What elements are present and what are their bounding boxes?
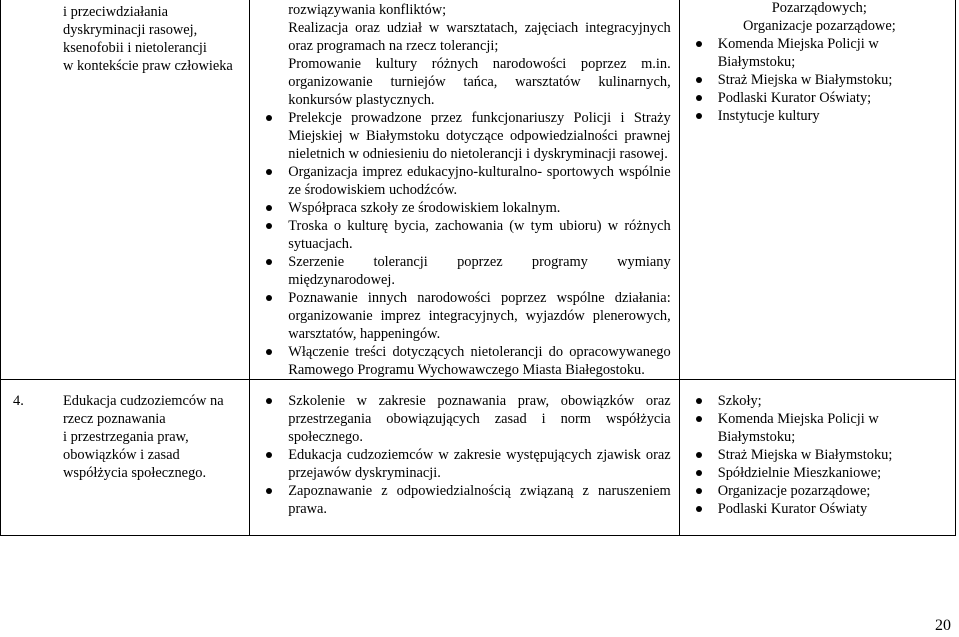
actions-cell [250,0,679,380]
list-item: Edukacja cudzoziemców w zakresie występujących zjawisk oraz przejawów dyskryminacji. [260,446,670,482]
list-item: Prelekcje prowadzone przez funkcjonariuszy Policji i Straży Miejskiej w Białymstoku dotyczące odpowiedzialności prawnej nieletnich w odniesieniu do nietolerancji i dyskryminacji rasowej. [260,109,670,163]
partner-continuation: Organizacje pozarządowe; [742,18,896,34]
list-item: Współpraca szkoły ze środowiskiem lokalnym. [260,199,670,217]
partner-continuation: Pozarządowych; [771,0,867,16]
goal-line: w kontekście praw człowieka [63,58,233,74]
table-row [1,0,956,380]
goal-line: i przestrzegania praw, [63,429,189,445]
list-item: Organizacje pozarządowe; [690,482,949,500]
list-item: Szkolenie w zakresie poznawania praw, obowiązków oraz przestrzegania obowiązujących zasad i norm współżycia społecznego. [260,392,670,446]
list-item: Komenda Miejska Policji w Białymstoku; [690,410,949,446]
action-continuation: Promowanie kultury różnych narodowości poprzez m.in. organizowanie turniejów tańca, warsztatów kulinarnych, konkursów plastycznych. [288,56,671,108]
goal-line: Edukacja cudzoziemców na [63,393,224,409]
table-row [1,380,956,536]
goal-line: dyskryminacji rasowej, [63,22,198,38]
list-item: Spółdzielnie Mieszkaniowe; [690,464,949,482]
action-continuation: rozwiązywania konfliktów; [288,2,447,18]
partners-list [690,392,949,518]
actions-list [260,109,670,379]
actions-list [260,392,670,518]
goal-line: i przeciwdziałania [63,4,169,20]
actions-cell [250,380,679,536]
list-item: Straż Miejska w Białymstoku; [690,446,949,464]
list-item: Włączenie treści dotyczących nietolerancji do opracowywanego Ramowego Programu Wychowawczego Miasta Białegostoku. [260,343,670,379]
action-continuation: Realizacja oraz udział w warsztatach, zajęciach integracyjnych oraz programach na rzecz tolerancji; [288,20,671,54]
partners-cell [679,380,955,536]
list-item: Poznawanie innych narodowości poprzez wspólne działania: organizowanie imprez integracyjnych, wyjazdów plenerowych, warsztatów, happeningów. [260,289,670,343]
page-number: 20 [935,617,951,634]
list-item: Straż Miejska w Białymstoku; [690,71,949,89]
list-item: Troska o kulturę bycia, zachowania (w tym ubioru) w różnych sytuacjach. [260,217,670,253]
goal-line: obowiązków i zasad [63,447,180,463]
goal-cell [1,0,250,380]
list-item: Podlaski Kurator Oświaty; [690,89,949,107]
list-item: Komenda Miejska Policji w Białymstoku; [690,35,949,71]
list-item: Organizacja imprez edukacyjno-kulturalno- sportowych wspólnie ze środowiskiem uchodźców. [260,163,670,199]
row-number: 4. [13,393,24,409]
goal-cell [1,380,250,536]
list-item: Szerzenie tolerancji poprzez programy wymiany międzynarodowej. [260,253,670,289]
list-item: Instytucje kultury [690,107,949,125]
goal-line: współżycia społecznego. [63,465,207,481]
list-item: Podlaski Kurator Oświaty [690,500,949,518]
partners-list [690,35,949,125]
list-item: Zapoznawanie z odpowiedzialnością związaną z naruszeniem prawa. [260,482,670,518]
goal-line: rzecz poznawania [63,411,166,427]
list-item: Szkoły; [690,392,949,410]
goal-line: ksenofobii i nietolerancji [63,40,207,56]
partners-cell [679,0,955,380]
